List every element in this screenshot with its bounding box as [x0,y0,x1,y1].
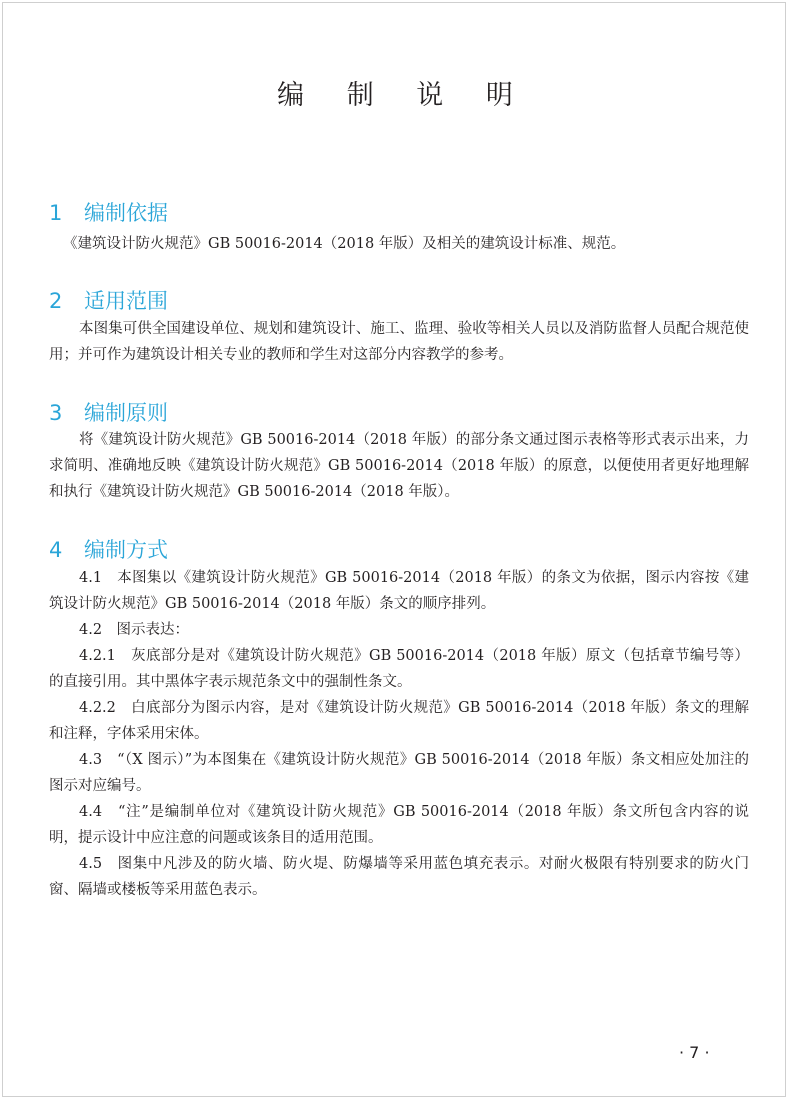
section-1-paragraph: 《建筑设计防火规范》GB 50016-2014（2018 年版）及相关的建筑设计标准、规范。 [63,236,626,252]
section-3-paragraph: 将《建筑设计防火规范》GB 50016-2014（2018 年版）的部分条文通过图示表格等形式表示出来，力求简明、准确地反映《建筑设计防火规范》GB 50016-2014（2018 年版）的原意，以便使用者更好地理解和执行《建筑设计防火规范》GB 50016-2014（2018 年版）。 [49,432,749,500]
page-title: 编 制 说 明 [277,80,530,111]
section-title: 编制依据 [84,201,168,225]
section-number: 2 [49,289,63,313]
section-2-paragraph: 本图集可供全国建设单位、规划和建筑设计、施工、监理、验收等相关人员以及消防监督人员配合规范使用；并可作为建筑设计相关专业的教师和学生对这部分内容教学的参考。 [49,321,749,363]
page-number: · 7 · [679,1043,710,1062]
section-title: 编制原则 [84,401,168,425]
clause-4-3: 4.3 “（X 图示）”为本图集在《建筑设计防火规范》GB 50016-2014（2018 年版）条文相应处加注的图示对应编号。 [49,752,749,794]
section-heading-2 [49,285,168,315]
clause-4-1: 4.1 本图集以《建筑设计防火规范》GB 50016-2014（2018 年版）的条文为依据，图示内容按《建筑设计防火规范》GB 50016-2014（2018 年版）条文的顺序排列。 [49,570,749,612]
clause-4-2-1: 4.2.1 灰底部分是对《建筑设计防火规范》GB 50016-2014（2018 年版）原文（包括章节编号等）的直接引用。其中黑体字表示规范条文中的强制性条文。 [49,648,749,690]
clause-4-2: 4.2 图示表达： [79,622,190,638]
clause-4-4: 4.4 “注”是编制单位对《建筑设计防火规范》GB 50016-2014（2018 年版）条文所包含内容的说明，提示设计中应注意的问题或该条目的适用范围。 [49,804,749,846]
section-title: 编制方式 [84,538,168,562]
section-heading-4 [49,534,168,564]
clause-4-5: 4.5 图集中凡涉及的防火墙、防火堤、防爆墙等采用蓝色填充表示。对耐火极限有特别要求的防火门窗、隔墙或楼板等采用蓝色表示。 [49,856,749,898]
section-title: 适用范围 [84,289,168,313]
clause-4-2-2: 4.2.2 白底部分为图示内容，是对《建筑设计防火规范》GB 50016-2014（2018 年版）条文的理解和注释，字体采用宋体。 [49,700,749,742]
section-heading-3 [49,397,168,427]
section-number: 4 [49,538,63,562]
section-heading-1 [49,197,168,227]
section-number: 3 [49,401,63,425]
section-number: 1 [49,201,63,225]
document-page [2,2,786,1097]
